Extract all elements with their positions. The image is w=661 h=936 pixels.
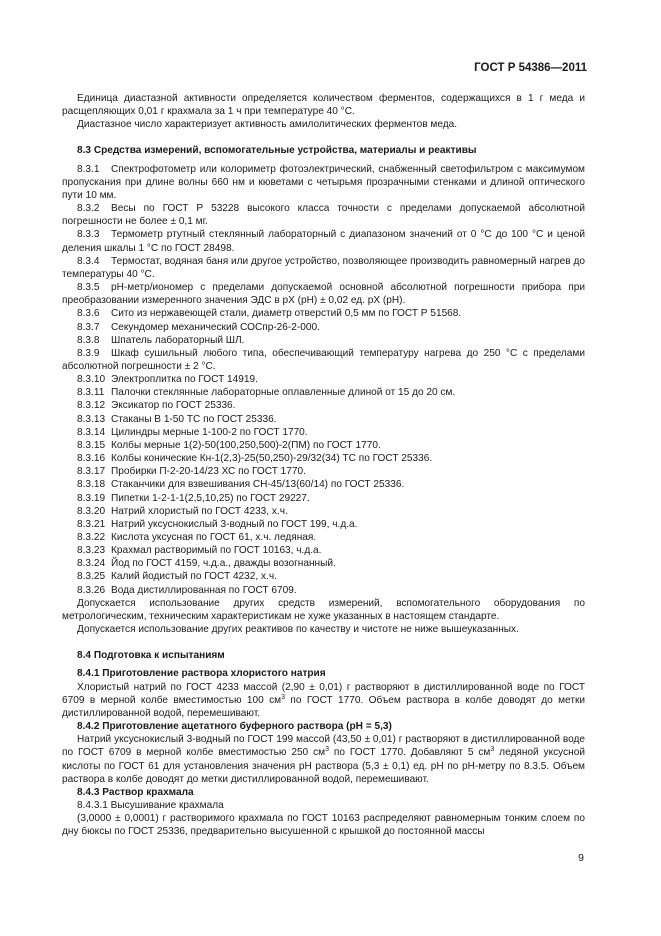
list-item bbox=[62, 570, 585, 583]
item-text: Стаканчики для взвешивания СН-45/13(60/14) по ГОСТ 25336. bbox=[111, 479, 405, 491]
item-text: Эксикатор по ГОСТ 25336. bbox=[111, 400, 236, 412]
item-number: 8.3.26 bbox=[77, 584, 106, 596]
item-text: Вода дистиллированная по ГОСТ 6709. bbox=[111, 584, 297, 596]
list-item bbox=[62, 452, 585, 465]
list-item bbox=[62, 321, 585, 334]
item-number: 8.3.23 bbox=[77, 545, 106, 557]
section-8-4-2-paragraph: Натрий уксуснокислый 3-водный по ГОСТ 199 массой (43,50 ± 0,01) г растворяют в дистиллированной воде по ГОСТ 6709 в мерной колбе вместимостью 250 $см^3$ по ГОСТ 1770. Добавляют 5 $см^3$ ледяной уксусной кислоты по ГОСТ 61 для установления значения pH раствора (5,3 ± 0,1) ед. pH по pH-метру по 8.3.5. Объем раствора в колбе доводят до метки дистиллированной водой, перемешивают. bbox=[62, 734, 585, 785]
section-8-3-heading: 8.3 Средства измерений, вспомогательные устройства, материалы и реактивы bbox=[77, 145, 477, 157]
list-item bbox=[62, 386, 585, 399]
list-item bbox=[62, 373, 585, 386]
item-number: 8.3.1 bbox=[77, 163, 100, 175]
section-8-4-3-1-heading: 8.4.3.1 Высушивание крахмала bbox=[77, 799, 224, 811]
list-item bbox=[62, 255, 585, 281]
list-item bbox=[62, 557, 585, 570]
item-text: Колбы мерные 1(2)-50(100,250,500)-2(ПМ) по ГОСТ 1770. bbox=[111, 439, 381, 451]
item-text: Электроплитка по ГОСТ 14919. bbox=[111, 374, 258, 386]
item-number: 8.3.3 bbox=[77, 229, 100, 241]
page-number: 9 bbox=[578, 852, 584, 864]
item-number: 8.3.15 bbox=[77, 439, 106, 451]
item-text: Йод по ГОСТ 4159, ч.д.а., дважды возогнанный. bbox=[111, 558, 336, 570]
list-item bbox=[62, 478, 585, 491]
item-text: Натрий хлористый по ГОСТ 4233, х.ч. bbox=[111, 505, 288, 517]
section-8-3-item-list bbox=[62, 163, 585, 597]
list-item bbox=[62, 413, 585, 426]
item-text: Кислота уксусная по ГОСТ 61, х.ч. ледяная. bbox=[111, 532, 317, 543]
section-8-4-1-heading: 8.4.1 Приготовление раствора хлористого натрия bbox=[77, 668, 326, 680]
list-item bbox=[62, 544, 585, 557]
item-number: 8.3.20 bbox=[77, 505, 106, 517]
item-number: 8.3.21 bbox=[77, 518, 106, 530]
section-8-4-1-paragraph: Хлористый натрий по ГОСТ 4233 массой (2,90 ± 0,01) г растворяют в дистиллированной воде по ГОСТ 6709 в мерной колбе вместимостью 100 $см^3$ по ГОСТ 1770. Объем раствора в колбе доводят до метки дистиллированной водой, перемешивают. bbox=[62, 681, 585, 719]
document-body bbox=[62, 92, 585, 838]
list-item bbox=[62, 531, 585, 544]
item-number: 8.3.11 bbox=[77, 387, 105, 399]
item-number: 8.3.9 bbox=[77, 347, 100, 359]
section-8-4-2-heading: 8.4.2 Приготовление ацетатного буферного раствора (pH = 5,3) bbox=[77, 721, 392, 733]
list-item bbox=[62, 347, 585, 373]
section-8-4-heading: 8.4 Подготовка к испытаниям bbox=[77, 650, 225, 662]
item-text: pH-метр/иономер с пределами допускаемой основной абсолютной погрешности прибора при преобразовании измеренного значения ЭДС в pX (pH) ± 0,02 ед. pX (pH). bbox=[62, 282, 585, 307]
list-item bbox=[62, 163, 585, 202]
item-text: Весы по ГОСТ Р 53228 высокого класса точности с пределами допускаемой абсолютной погрешности не более ± 0,1 мг. bbox=[62, 203, 585, 228]
item-number: 8.3.24 bbox=[77, 558, 106, 570]
item-text: Колбы конические Кн-1(2,3)-25(50,250)-29/32(34) ТС по ГОСТ 25336. bbox=[111, 453, 433, 465]
item-text: Шкаф сушильный любого типа, обеспечивающий температуру нагрева до 250 °C с пределами абсолютной погрешности ± 2 °C. bbox=[62, 347, 585, 372]
item-text: Крахмал растворимый по ГОСТ 10163, ч.д.а. bbox=[111, 545, 322, 557]
section-8-4-3-heading: 8.4.3 Раствор крахмала bbox=[77, 786, 194, 798]
list-item bbox=[62, 505, 585, 518]
note-paragraph-1: Допускается использование других средств измерений, вспомогательного оборудования по метрологическим, техническим характеристикам не хуже указанных в настоящем стандарте. bbox=[62, 597, 585, 622]
item-text: Спектрофотометр или колориметр фотоэлектрический, снабженный светофильтром с максимумом пропускания при длине волны 660 нм и кюветами с четырьмя прозрачными стенками и длиной оптического пути 10 мм. bbox=[62, 163, 585, 201]
item-text: Секундомер механический СОСпр-26-2-000. bbox=[111, 321, 320, 333]
list-item bbox=[62, 492, 585, 505]
item-number: 8.3.18 bbox=[77, 479, 106, 491]
item-number: 8.3.5 bbox=[77, 282, 100, 294]
list-item bbox=[62, 281, 585, 307]
list-item bbox=[62, 439, 585, 452]
item-number: 8.3.2 bbox=[77, 203, 100, 215]
list-item bbox=[62, 584, 585, 597]
item-text: Термостат, водяная баня или другое устройство, позволяющее производить равномерный нагрев до температуры 40 °C. bbox=[62, 255, 585, 280]
item-text: Калий йодистый по ГОСТ 4232, х.ч. bbox=[111, 571, 277, 583]
list-item bbox=[62, 202, 585, 228]
item-number: 8.3.13 bbox=[77, 413, 106, 425]
intro-paragraph-1: Единица диастазной активности определяется количеством ферментов, содержащихся в 1 г меда и расщепляющих 0,01 г крахмала за 1 ч при температуре 40 °C. bbox=[62, 93, 585, 118]
item-number: 8.3.25 bbox=[77, 571, 106, 583]
item-text: Цилиндры мерные 1-100-2 по ГОСТ 1770. bbox=[111, 426, 308, 438]
standard-code-header: ГОСТ Р 54386—2011 bbox=[474, 62, 587, 74]
item-text: Палочки стеклянные лабораторные оплавленные длиной от 15 до 20 см. bbox=[111, 387, 456, 399]
note-paragraph-2: Допускается использование других реактивов по качеству и чистоте не ниже вышеуказанных. bbox=[77, 624, 519, 636]
item-number: 8.3.7 bbox=[77, 321, 100, 333]
item-text: Шпатель лабораторный ШЛ. bbox=[111, 334, 245, 346]
item-number: 8.3.10 bbox=[77, 374, 106, 386]
item-number: 8.3.19 bbox=[77, 492, 106, 504]
item-number: 8.3.22 bbox=[77, 532, 106, 543]
item-text: Сито из нержавеющей стали, диаметр отверстий 0,5 мм по ГОСТ Р 51568. bbox=[111, 308, 462, 320]
list-item bbox=[62, 465, 585, 478]
list-item bbox=[62, 399, 585, 412]
intro-paragraph-2: Диастазное число характеризует активность амилолитических ферментов меда. bbox=[77, 119, 458, 131]
item-text: Термометр ртутный стеклянный лабораторный с диапазоном значений от 0 °C до 100 °C и ценой деления шкалы 1 °C по ГОСТ 28498. bbox=[62, 229, 585, 254]
item-number: 8.3.14 bbox=[77, 426, 106, 438]
item-number: 8.3.4 bbox=[77, 255, 100, 267]
item-number: 8.3.17 bbox=[77, 466, 106, 478]
item-number: 8.3.12 bbox=[77, 400, 106, 412]
item-text: Пипетки 1-2-1-1(2,5,10,25) по ГОСТ 29227. bbox=[111, 492, 310, 504]
list-item bbox=[62, 228, 585, 254]
item-number: 8.3.8 bbox=[77, 334, 100, 346]
item-text: Натрий уксуснокислый 3-водный по ГОСТ 199, ч.д.а. bbox=[111, 518, 358, 530]
item-text: Стаканы В 1-50 ТС по ГОСТ 25336. bbox=[111, 413, 277, 425]
item-text: Пробирки П-2-20-14/23 ХС по ГОСТ 1770. bbox=[111, 466, 306, 478]
item-number: 8.3.6 bbox=[77, 308, 100, 320]
list-item bbox=[62, 426, 585, 439]
section-8-4-3-1-paragraph: (3,0000 ± 0,0001) г растворимого крахмала по ГОСТ 10163 распределяют равномерным тонким слоем по дну бюксы по ГОСТ 25336, предварительно высушенной с крышкой до постоянной массы bbox=[62, 813, 585, 838]
item-number: 8.3.16 bbox=[77, 453, 106, 465]
list-item bbox=[62, 307, 585, 320]
list-item bbox=[62, 518, 585, 531]
list-item bbox=[62, 334, 585, 347]
